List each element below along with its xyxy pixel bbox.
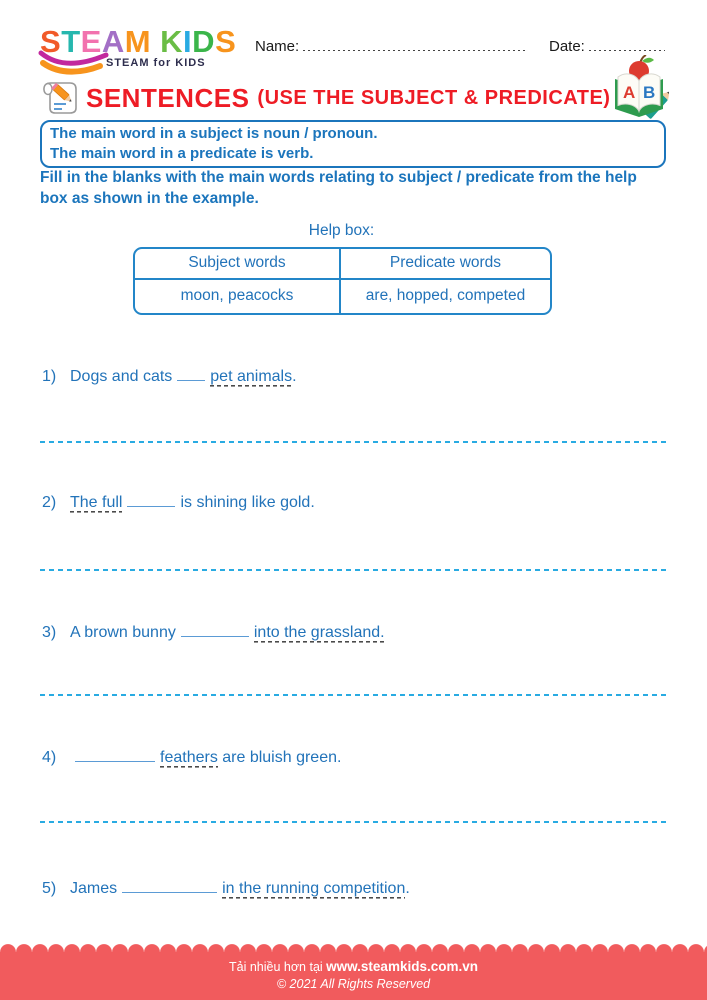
question-text: A brown bunny (70, 624, 176, 641)
date-input-line[interactable] (589, 39, 665, 51)
logo-letter: E (80, 24, 102, 59)
dashed-separator (40, 694, 667, 696)
question-5 (42, 878, 672, 900)
rule-box (40, 120, 666, 168)
help-box-label: Help box: (308, 222, 375, 239)
date-field (549, 38, 665, 55)
question-4 (42, 747, 672, 769)
title-row (40, 80, 610, 116)
answer-blank[interactable] (181, 622, 249, 637)
hint-underlined-word: pet animals (210, 368, 293, 385)
question-text: . (292, 368, 297, 385)
question-number: 3) (42, 624, 57, 641)
help-box-table (133, 247, 552, 315)
logo-letter: S (215, 24, 237, 59)
answer-blank[interactable] (122, 878, 217, 893)
footer (0, 952, 707, 1000)
question-number: 1) (42, 368, 57, 385)
footer-website-link[interactable]: www.steamkids.com.vn (326, 959, 478, 974)
question-text: James (70, 880, 118, 897)
question-text: Dogs and cats (70, 368, 173, 385)
question-text: is shining like gold. (180, 494, 315, 511)
copyright-text: © 2021 All Rights Reserved (276, 977, 431, 991)
help-table-value: are, hopped, competed (365, 287, 526, 304)
question-1 (42, 366, 672, 388)
answer-blank[interactable] (75, 747, 155, 762)
logo-letter (151, 24, 160, 59)
pencil-paper-icon (40, 80, 78, 116)
answer-blank[interactable] (177, 366, 205, 381)
logo-tagline: STEAM for KIDS (106, 57, 206, 69)
svg-text:A: A (623, 83, 636, 102)
date-label: Date: (549, 38, 585, 55)
rule-line-2: The main word in a predicate is verb. (50, 145, 314, 162)
dashed-separator (40, 441, 667, 443)
question-3 (42, 622, 672, 644)
logo-letter: T (61, 24, 81, 59)
question-number: 2) (42, 494, 57, 511)
logo-letter: K (160, 24, 184, 59)
hint-underlined-word: The full (70, 494, 123, 511)
question-number: 4) (42, 749, 57, 766)
name-input-line[interactable] (303, 39, 527, 51)
question-text: . (405, 880, 410, 897)
help-table-header: Predicate words (341, 249, 550, 280)
dashed-separator (40, 569, 667, 571)
question-text: are bluish green. (217, 749, 342, 766)
name-label: Name: (255, 38, 300, 55)
logo-letter: A (101, 24, 125, 59)
logo-letter: I (183, 24, 193, 59)
logo-letter: D (192, 24, 216, 59)
answer-blank[interactable] (127, 492, 175, 507)
footer-source-line (0, 959, 707, 974)
hint-underlined-word: into the grassland. (253, 624, 385, 641)
dashed-separator (40, 821, 667, 823)
question-2 (42, 492, 672, 514)
footer-prefix-text: Tải nhiều hơn tại (229, 960, 323, 974)
name-field (255, 38, 527, 55)
footer-scallop-edge (0, 944, 707, 952)
page-title: SENTENCES (86, 82, 250, 113)
rule-line-1: The main word in a subject is noun / pronoun. (50, 125, 378, 142)
question-number: 5) (42, 880, 57, 897)
hint-underlined-word: feathers (160, 749, 218, 766)
hint-underlined-word: in the running competition (222, 880, 406, 897)
help-table-header: Subject words (135, 249, 341, 280)
help-table-value: moon, peacocks (135, 280, 341, 313)
book-apple-icon (611, 55, 669, 121)
svg-text:B: B (643, 83, 656, 102)
logo-letter: M (124, 24, 152, 59)
instruction-text: Fill in the blanks with the main words relating to subject / predicate from the help box as shown in the example. (40, 169, 637, 207)
page-subtitle: (USE THE SUBJECT & PREDICATE) (257, 86, 611, 109)
logo-letter: S (40, 24, 62, 59)
logo-swoosh-icon (38, 50, 110, 76)
